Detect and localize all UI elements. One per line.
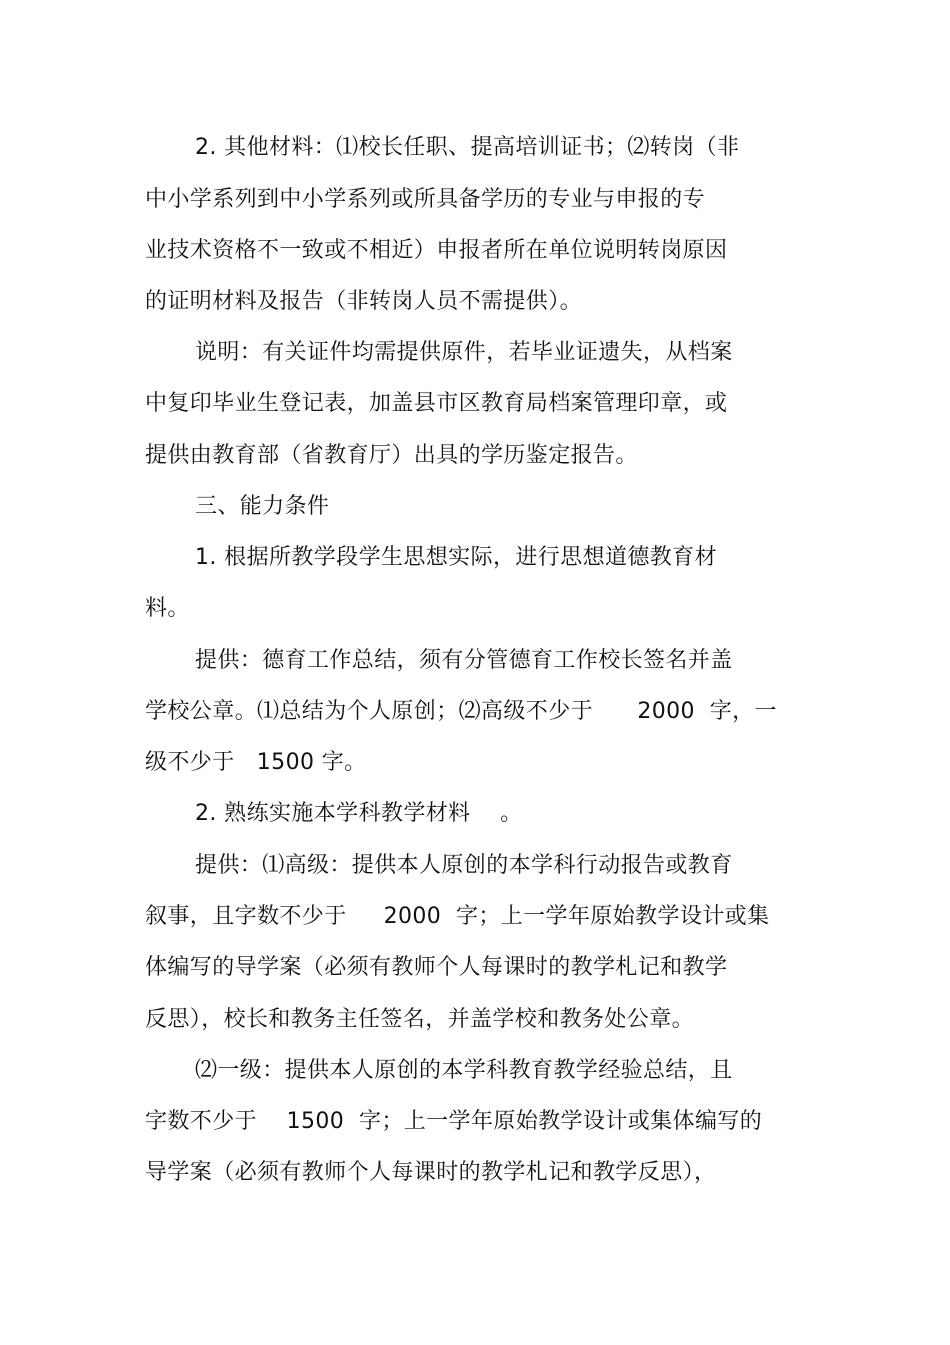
paragraph-line: 提供由教育部（省教育厅）出具的学历鉴定报告。: [145, 443, 638, 468]
paragraph-line: 字数不少于 1500 字；上一学年原始教学设计或集体编写的: [145, 1109, 763, 1134]
paragraph-line: 提供：德育工作总结，须有分管德育工作校长签名并盖: [195, 648, 733, 673]
section-heading: 三、能力条件: [195, 494, 330, 519]
paragraph-line: 料。: [145, 596, 190, 621]
paragraph-line: 反思），校长和教务主任签名，并盖学校和教务处公章。: [145, 1007, 695, 1032]
paragraph-line: 1. 根据所教学段学生思想实际，进行思想道德教育材: [195, 545, 717, 570]
paragraph-line: 业技术资格不一致或不相近）申报者所在单位说明转岗原因: [145, 238, 728, 263]
paragraph-line: 导学案（必须有教师个人每课时的教学札记和教学反思），: [145, 1160, 717, 1185]
paragraph-line: 级不少于 1500 字。: [145, 750, 367, 775]
paragraph-line: 说明：有关证件均需提供原件，若毕业证遗失，从档案: [195, 340, 733, 365]
paragraph-line: 2. 其他材料：⑴校长任职、提高培训证书；⑵转岗（非: [195, 135, 740, 160]
paragraph-line: 体编写的导学案（必须有教师个人每课时的教学札记和教学: [145, 955, 728, 980]
paragraph-line: ⑵一级：提供本人原创的本学科教育教学经验总结，且: [195, 1058, 733, 1083]
paragraph-line: 2. 熟练实施本学科教学材料 。: [195, 801, 523, 826]
paragraph-line: 的证明材料及报告（非转岗人员不需提供）。: [145, 289, 583, 314]
paragraph-line: 提供：⑴高级：提供本人原创的本学科行动报告或教育: [195, 853, 733, 878]
paragraph-line: 学校公章。⑴总结为个人原创；⑵高级不少于 2000 字，一: [145, 699, 777, 724]
paragraph-line: 中复印毕业生登记表，加盖县市区教育局档案管理印章，或: [145, 391, 728, 416]
paragraph-line: 叙事，且字数不少于 2000 字；上一学年原始教学设计或集: [145, 904, 770, 929]
paragraph-line: 中小学系列到中小学系列或所具备学历的专业与申报的专: [145, 187, 706, 212]
